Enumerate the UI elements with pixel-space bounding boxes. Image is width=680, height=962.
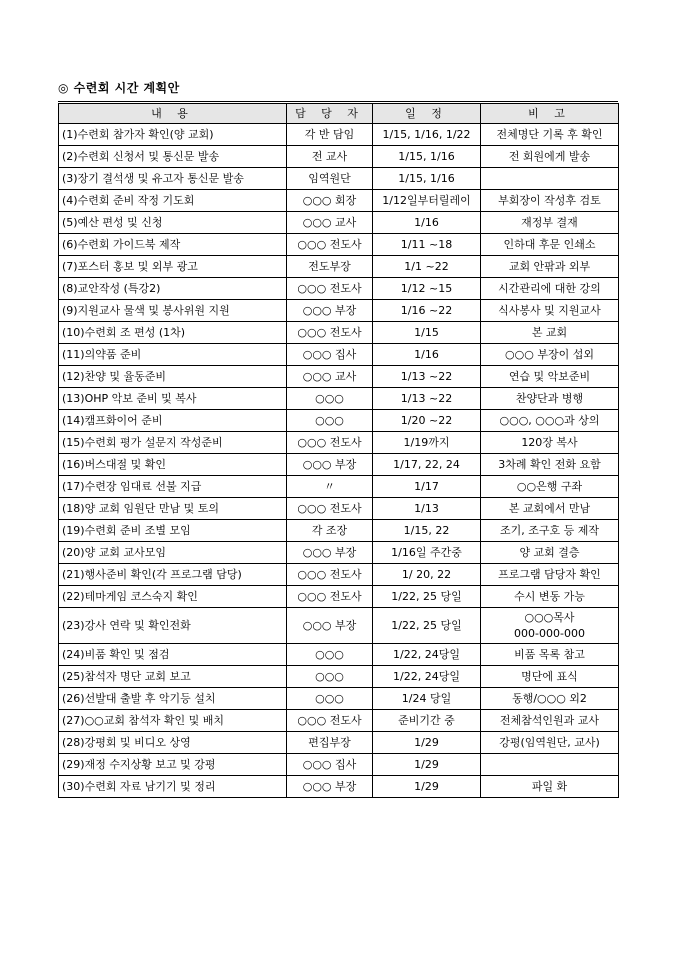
row-person: ○○○ 전도사 [287,586,373,608]
row-note-line2: 000-000-000 [514,626,585,640]
row-note: ○○○ 부장이 섭외 [481,344,619,366]
row-person: ○○○ 부장 [287,300,373,322]
table-row [59,688,619,710]
row-person: ○○○ 집사 [287,344,373,366]
table-row [59,410,619,432]
table-row [59,366,619,388]
row-date: 준비기간 중 [373,710,481,732]
table-row [59,168,619,190]
row-date: 1/19까지 [373,432,481,454]
row-content: (16)버스대절 및 확인 [59,454,287,476]
row-note: 프로그램 담당자 확인 [481,564,619,586]
row-date: 1/17, 22, 24 [373,454,481,476]
row-content: (9)지원교사 물색 및 봉사위원 지원 [59,300,287,322]
row-note: 연습 및 악보준비 [481,366,619,388]
row-person: ○○○ 전도사 [287,278,373,300]
row-note: 본 교회에서 만남 [481,498,619,520]
row-content: (1)수련회 참가자 확인(양 교회) [59,124,287,146]
row-date: 1/22, 24당일 [373,644,481,666]
header-person: 담 당 자 [287,104,373,124]
row-person: ○○○ 부장 [287,608,373,644]
row-content: (4)수련회 준비 작정 기도회 [59,190,287,212]
row-person: ○○○ 전도사 [287,432,373,454]
row-content: (30)수련회 자료 남기기 및 정리 [59,776,287,798]
row-note-line1: ○○○목사 [524,610,575,624]
row-person: 각 조장 [287,520,373,542]
table-row [59,388,619,410]
row-note: 비품 목록 참고 [481,644,619,666]
page-title: ◎ 수련회 시간 계획안 [58,81,180,95]
table-row [59,520,619,542]
row-note: 식사봉사 및 지원교사 [481,300,619,322]
table-row [59,498,619,520]
row-date: 1/11 ~18 [373,234,481,256]
row-person: ○○○ 부장 [287,776,373,798]
row-note: 파일 화 [481,776,619,798]
row-note [481,754,619,776]
row-person: ○○○ 전도사 [287,322,373,344]
row-content: (13)OHP 악보 준비 및 복사 [59,388,287,410]
row-note: ○○○, ○○○과 상의 [481,410,619,432]
table-row [59,542,619,564]
header-date: 일 정 [373,104,481,124]
table-row [59,608,619,644]
table-row [59,278,619,300]
row-date: 1/ 20, 22 [373,564,481,586]
row-note: 시간관리에 대한 강의 [481,278,619,300]
row-date: 1/13 ~22 [373,388,481,410]
row-note [481,608,619,644]
row-date: 1/15, 22 [373,520,481,542]
row-note [481,168,619,190]
row-note: 전 회원에게 발송 [481,146,619,168]
row-date: 1/22, 24당일 [373,666,481,688]
table-row [59,776,619,798]
row-person: 각 반 담임 [287,124,373,146]
row-note: 본 교회 [481,322,619,344]
row-note: 3차례 확인 전화 요함 [481,454,619,476]
row-content: (28)강평회 및 비디오 상영 [59,732,287,754]
row-content: (14)캠프화이어 준비 [59,410,287,432]
row-person: ○○○ 교사 [287,212,373,234]
table-row [59,124,619,146]
row-date: 1/29 [373,776,481,798]
row-date: 1/15, 1/16 [373,146,481,168]
row-person: 전 교사 [287,146,373,168]
row-date: 1/22, 25 당일 [373,586,481,608]
row-content: (26)선발대 출발 후 악기등 설치 [59,688,287,710]
row-note: 명단에 표식 [481,666,619,688]
row-note: 찬양단과 병행 [481,388,619,410]
row-content: (2)수련회 신청서 및 통신문 발송 [59,146,287,168]
row-note: 조기, 조구호 등 제작 [481,520,619,542]
row-date: 1/22, 25 당일 [373,608,481,644]
row-person: ○○○ [287,688,373,710]
row-date: 1/12 ~15 [373,278,481,300]
row-note: 120장 복사 [481,432,619,454]
row-content: (23)강사 연락 및 확인전화 [59,608,287,644]
row-date: 1/15, 1/16 [373,168,481,190]
row-content: (3)장기 결석생 및 유고자 통신문 발송 [59,168,287,190]
row-content: (17)수련장 임대료 선불 지급 [59,476,287,498]
row-note: 전체명단 기록 후 확인 [481,124,619,146]
row-person: ○○○ [287,666,373,688]
row-content: (10)수련회 조 편성 (1차) [59,322,287,344]
row-person: ○○○ 부장 [287,454,373,476]
row-person: ○○○ [287,644,373,666]
row-note: 재정부 결재 [481,212,619,234]
row-person: ○○○ 전도사 [287,234,373,256]
row-content: (21)행사준비 확인(각 프로그램 담당) [59,564,287,586]
row-person: ○○○ 부장 [287,542,373,564]
row-note: 강평(임역원단, 교사) [481,732,619,754]
table-row [59,476,619,498]
row-person: ○○○ 전도사 [287,710,373,732]
row-note: 인하대 후문 인쇄소 [481,234,619,256]
row-date: 1/13 [373,498,481,520]
row-content: (7)포스터 홍보 및 외부 광고 [59,256,287,278]
row-content: (29)재정 수지상황 보고 및 강평 [59,754,287,776]
row-note: 전체참석인원과 교사 [481,710,619,732]
table-row [59,644,619,666]
header-note: 비 고 [481,104,619,124]
row-person: 임역원단 [287,168,373,190]
row-content: (22)테마게임 코스숙지 확인 [59,586,287,608]
table-row [59,212,619,234]
table-row [59,710,619,732]
row-content: (5)예산 편성 및 신청 [59,212,287,234]
row-person: ○○○ 회장 [287,190,373,212]
table-row [59,256,619,278]
row-date: 1/13 ~22 [373,366,481,388]
row-content: (11)의약품 준비 [59,344,287,366]
row-date: 1/17 [373,476,481,498]
header-row [59,104,619,124]
row-content: (6)수련회 가이드북 제작 [59,234,287,256]
row-date: 1/16 [373,344,481,366]
table-row [59,666,619,688]
table-row [59,300,619,322]
row-date: 1/29 [373,754,481,776]
row-person: ○○○ 전도사 [287,564,373,586]
table-top-border [58,101,618,102]
table-row [59,432,619,454]
row-person: ○○○ [287,388,373,410]
row-content: (24)비품 확인 및 점검 [59,644,287,666]
row-person: 전도부장 [287,256,373,278]
schedule-body [59,124,619,798]
row-date: 1/20 ~22 [373,410,481,432]
row-note: 교회 안팎과 외부 [481,256,619,278]
row-content: (19)수련회 준비 조별 모임 [59,520,287,542]
row-content: (25)참석자 명단 교회 보고 [59,666,287,688]
row-content: (12)찬양 및 율동준비 [59,366,287,388]
row-content: (20)양 교회 교사모임 [59,542,287,564]
table-row [59,146,619,168]
table-row [59,190,619,212]
row-note: 수시 변동 가능 [481,586,619,608]
row-person: ○○○ 교사 [287,366,373,388]
table-row [59,732,619,754]
row-note: 부회장이 작성후 검토 [481,190,619,212]
row-date: 1/29 [373,732,481,754]
table-row [59,586,619,608]
row-person: ○○○ [287,410,373,432]
row-person: ○○○ 집사 [287,754,373,776]
table-row [59,454,619,476]
header-content: 내 용 [59,104,287,124]
row-date: 1/1 ~22 [373,256,481,278]
table-row [59,344,619,366]
table-row [59,234,619,256]
row-date: 1/15 [373,322,481,344]
row-content: (27)○○교회 참석자 확인 및 배치 [59,710,287,732]
row-date: 1/24 당일 [373,688,481,710]
table-row [59,322,619,344]
row-date: 1/16 [373,212,481,234]
row-note: 양 교회 결층 [481,542,619,564]
row-person: 편집부장 [287,732,373,754]
row-person: ○○○ 전도사 [287,498,373,520]
row-note: 동행/○○○ 외2 [481,688,619,710]
row-date: 1/12일부터릴레이 [373,190,481,212]
row-note: ○○은행 구좌 [481,476,619,498]
row-content: (8)교안작성 (특강2) [59,278,287,300]
row-date: 1/16 ~22 [373,300,481,322]
row-date: 1/16일 주간중 [373,542,481,564]
schedule-table [58,103,619,798]
row-content: (15)수련회 평가 설문지 작성준비 [59,432,287,454]
table-row [59,754,619,776]
row-content: (18)양 교회 임원단 만남 및 토의 [59,498,287,520]
row-person: 〃 [287,476,373,498]
row-date: 1/15, 1/16, 1/22 [373,124,481,146]
table-row [59,564,619,586]
